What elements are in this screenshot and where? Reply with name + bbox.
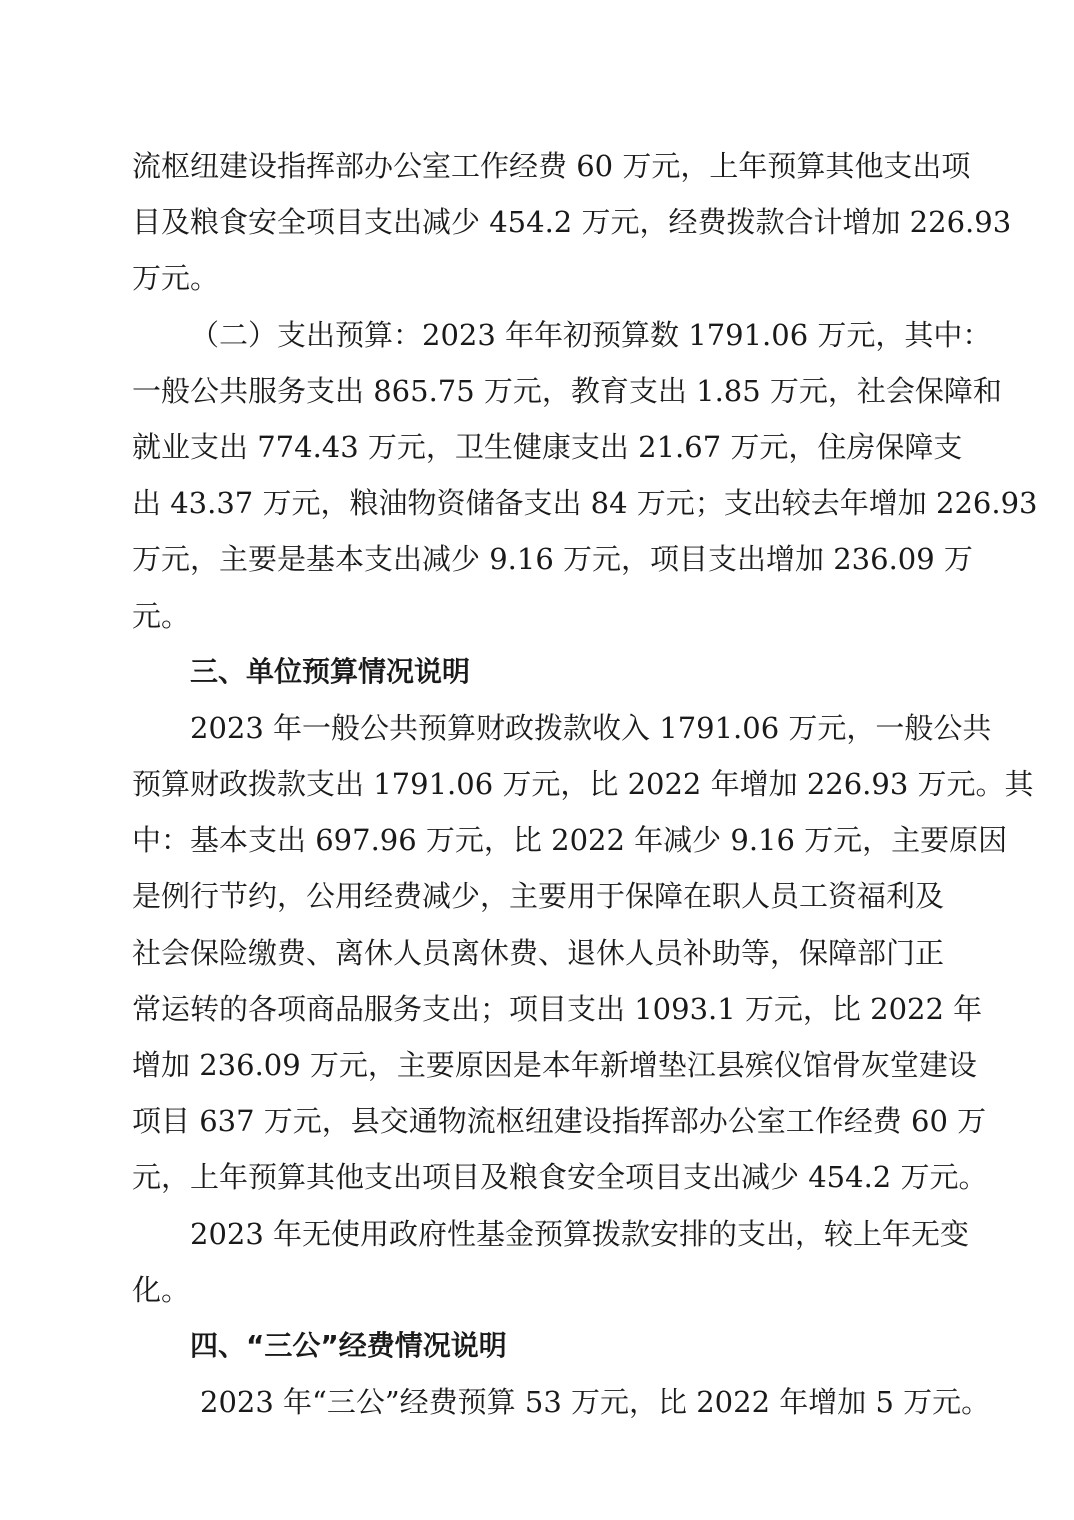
text-line: 一般公共服务支出 865.75 万元，教育支出 1.85 万元，社会保障和 bbox=[132, 373, 1002, 408]
text-line: （二）支出预算：2023 年年初预算数 1791.06 万元，其中： bbox=[190, 317, 992, 352]
text-line: 出 43.37 万元，粮油物资储备支出 84 万元；支出较去年增加 226.93 bbox=[132, 486, 1038, 521]
section-heading-unit-budget: 三、单位预算情况说明 bbox=[190, 654, 471, 688]
text-line: 2023 年一般公共预算财政拨款收入 1791.06 万元，一般公共 bbox=[190, 710, 992, 745]
text-line: 流枢纽建设指挥部办公室工作经费 60 万元，上年预算其他支出项 bbox=[132, 149, 971, 183]
text-line: 2023 年“三公”经费预算 53 万元，比 2022 年增加 5 万元。 bbox=[200, 1385, 991, 1420]
text-line: 2023 年无使用政府性基金预算拨款安排的支出，较上年无变 bbox=[190, 1216, 970, 1251]
paragraph-expenditure-budget bbox=[132, 307, 1038, 644]
text-line: 中：基本支出 697.96 万元，比 2022 年减少 9.16 万元，主要原因 bbox=[132, 823, 1008, 858]
text-line: 万元，主要是基本支出减少 9.16 万元，项目支出增加 236.09 万 bbox=[132, 542, 973, 577]
paragraph-three-public bbox=[132, 1374, 991, 1430]
text-line: 预算财政拨款支出 1791.06 万元，比 2022 年增加 226.93 万元。其 bbox=[132, 767, 1034, 802]
paragraph-unit-budget bbox=[132, 700, 1034, 1206]
text-line: 就业支出 774.43 万元，卫生健康支出 21.67 万元，住房保障支 bbox=[132, 429, 963, 464]
text-line: 万元。 bbox=[132, 261, 220, 296]
section-heading-three-public: 四、“三公”经费情况说明 bbox=[190, 1328, 507, 1362]
text-line: 元，上年预算其他支出项目及粮食安全项目支出减少 454.2 万元。 bbox=[132, 1160, 988, 1195]
text-line: 化。 bbox=[132, 1272, 191, 1307]
text-line: 项目 637 万元，县交通物流枢纽建设指挥部办公室工作经费 60 万 bbox=[132, 1104, 987, 1139]
text-line: 社会保险缴费、离休人员离休费、退休人员补助等，保障部门正 bbox=[132, 935, 945, 970]
text-line: 元。 bbox=[132, 598, 191, 633]
document-page bbox=[132, 138, 1038, 1430]
text-line: 目及粮食安全项目支出减少 454.2 万元，经费拨款合计增加 226.93 bbox=[132, 205, 1012, 240]
text-line: 常运转的各项商品服务支出；项目支出 1093.1 万元，比 2022 年 bbox=[132, 991, 983, 1026]
paragraph-government-fund bbox=[132, 1206, 970, 1318]
text-line: 是例行节约，公用经费减少，主要用于保障在职人员工资福利及 bbox=[132, 879, 945, 914]
text-line: 增加 236.09 万元，主要原因是本年新增垫江县殡仪馆骨灰堂建设 bbox=[132, 1048, 977, 1082]
paragraph-funding-summary bbox=[132, 138, 1012, 307]
